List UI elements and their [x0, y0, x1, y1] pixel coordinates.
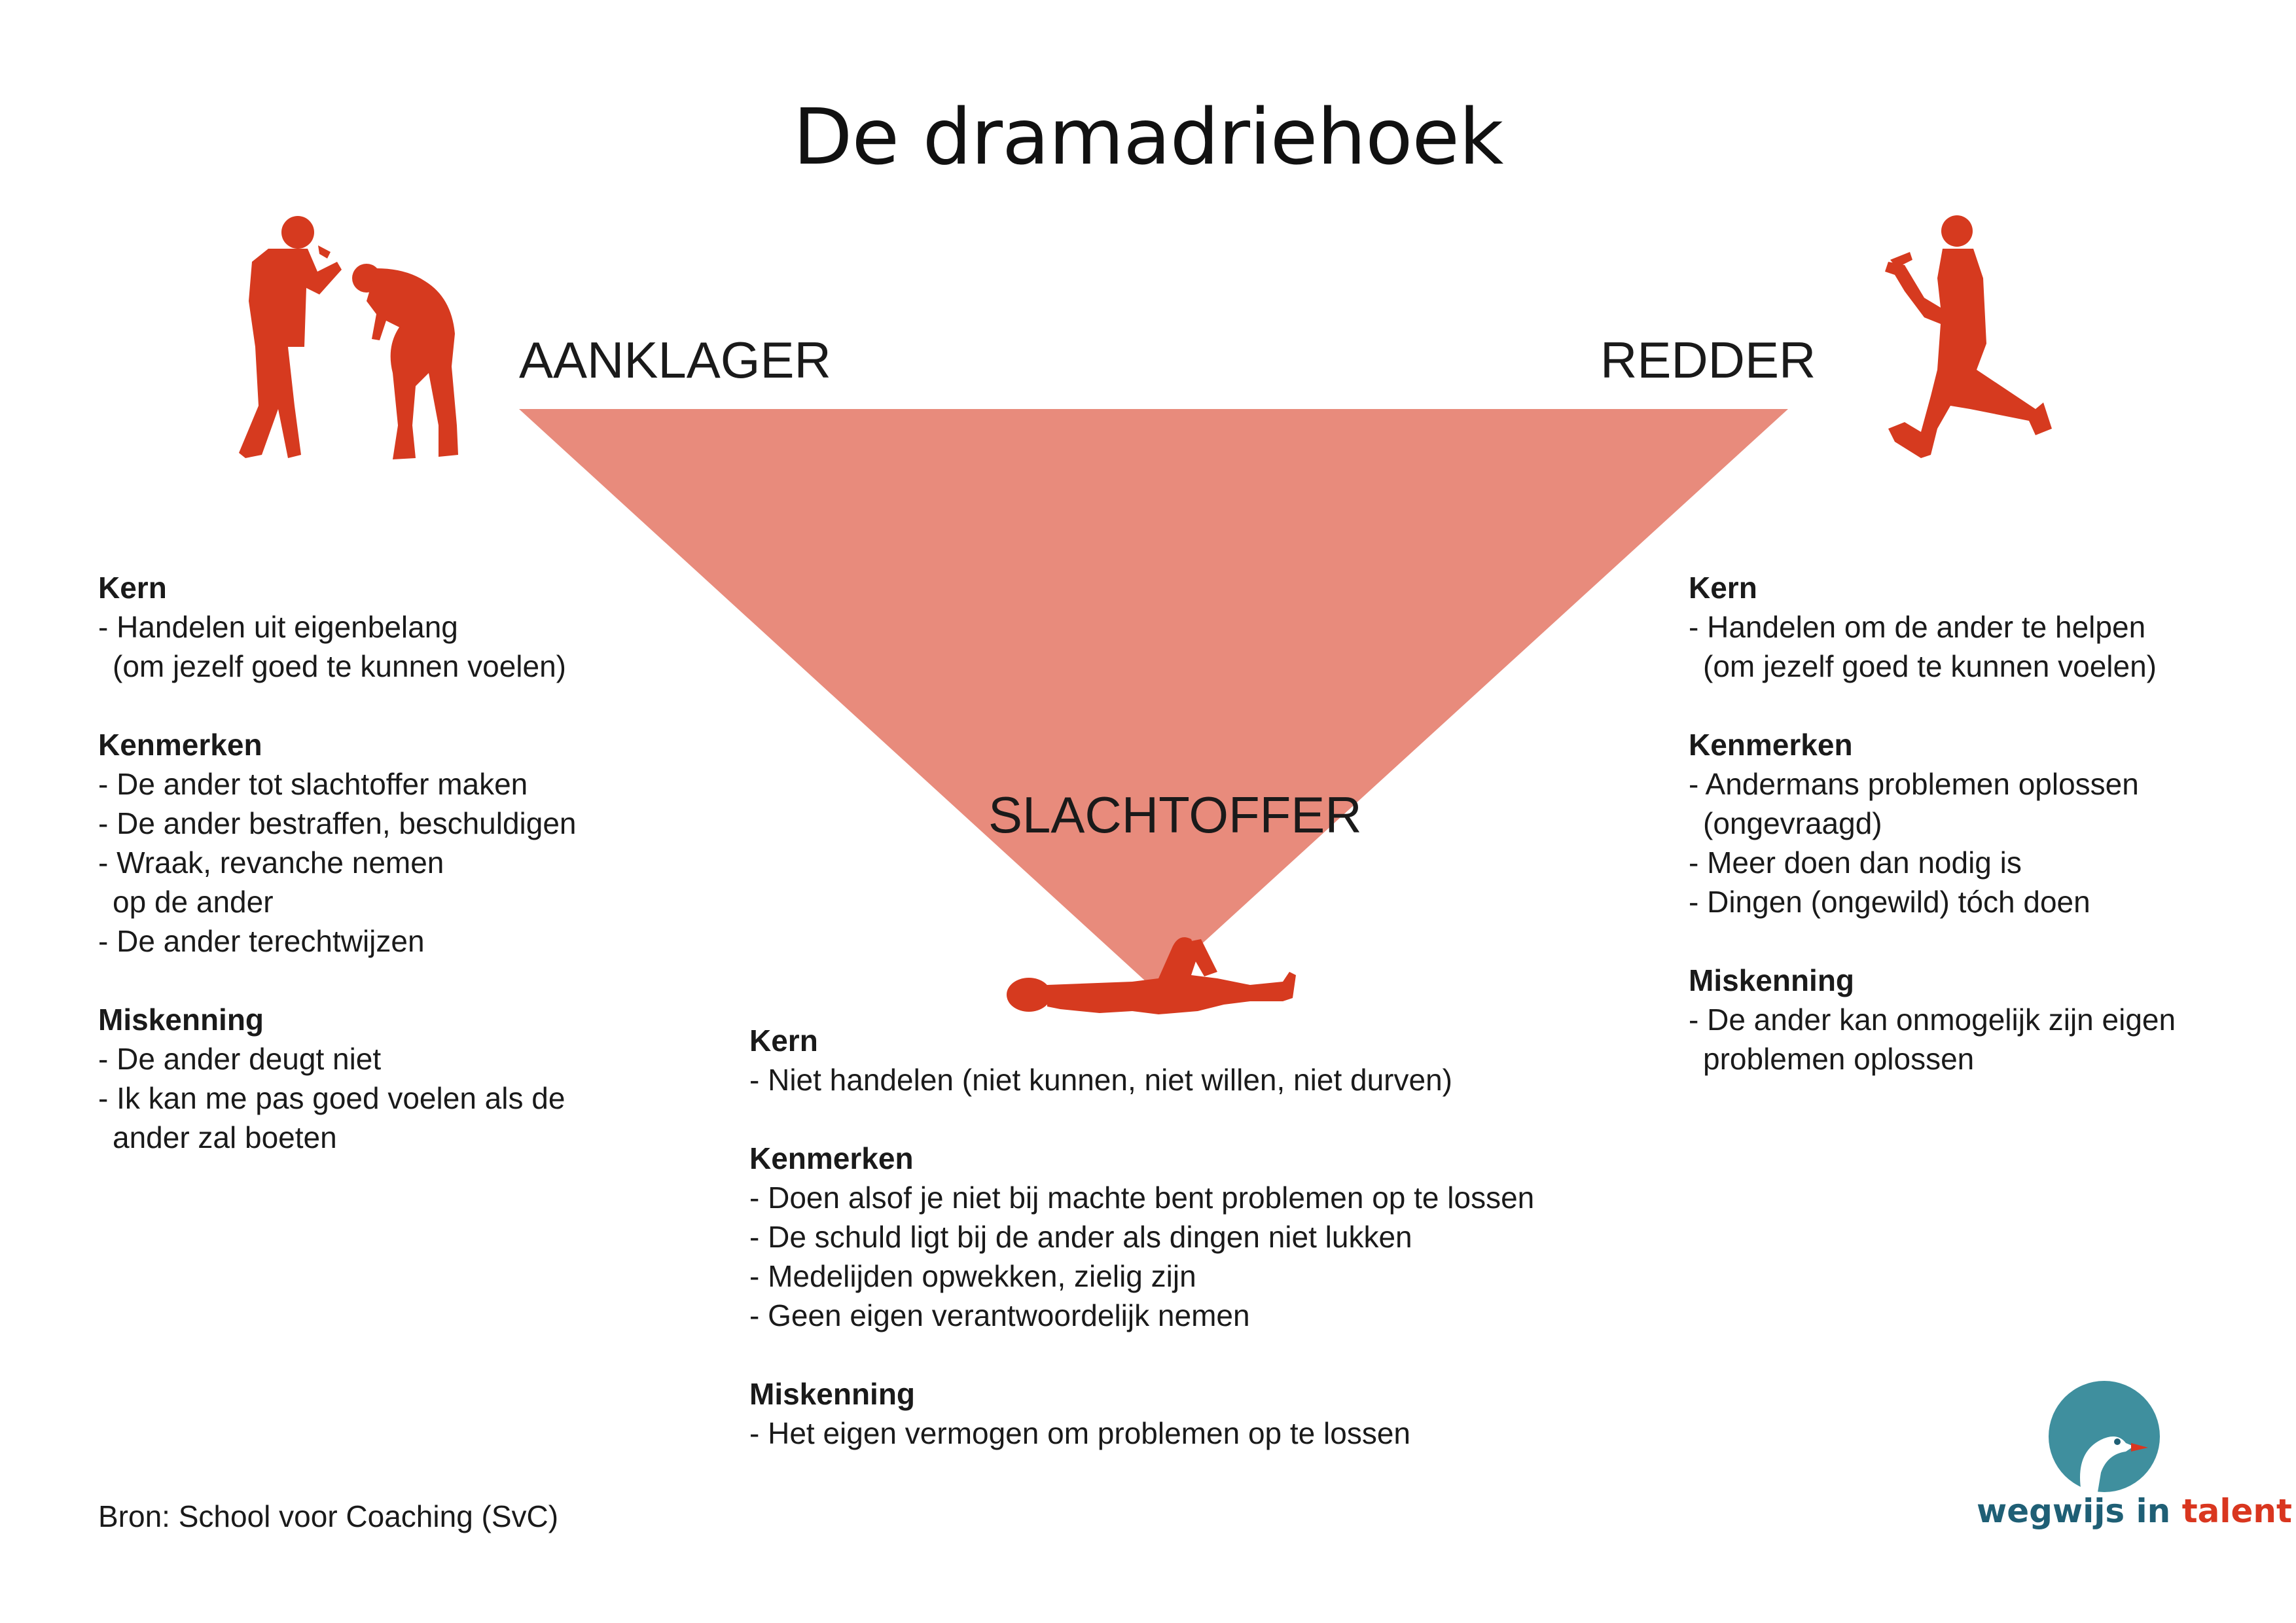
list-item: - Het eigen vermogen om problemen op te lossen: [749, 1416, 1411, 1450]
logo-word-in: in: [2136, 1492, 2171, 1530]
redder-kenmerken-heading: Kenmerken: [1689, 728, 1853, 762]
list-item: - Andermans problemen oplossen (ongevraagd): [1689, 767, 2139, 840]
role-label-redder: REDDER: [1600, 331, 1816, 389]
page-title: De dramadriehoek: [793, 92, 1503, 182]
logo-bird-icon: [1977, 1381, 2225, 1499]
role-label-aanklager: AANKLAGER: [519, 331, 831, 389]
source-credit: Bron: School voor Coaching (SvC): [98, 1499, 559, 1533]
list-item: - Niet handelen (niet kunnen, niet willen, niet durven): [749, 1063, 1452, 1097]
list-item: - De ander tot slachtoffer maken: [98, 767, 528, 801]
aanklager-figure: [190, 209, 491, 471]
list-item: - Ik kan me pas goed voelen als de ander zal boeten: [98, 1081, 565, 1154]
list-item: - Geen eigen verantwoordelijk nemen: [749, 1298, 1250, 1332]
redder-kenmerken-section: [1689, 725, 2265, 921]
list-item: - De ander deugt niet: [98, 1042, 382, 1076]
logo-word-wegwijs: wegwijs: [1977, 1492, 2125, 1530]
wegwijs-logo: [1977, 1381, 2292, 1551]
aanklager-kenmerken-heading: Kenmerken: [98, 728, 262, 762]
list-item: - Handelen uit eigenbelang (om jezelf goed te kunnen voelen): [98, 610, 566, 683]
role-label-slachtoffer: SLACHTOFFER: [988, 786, 1362, 844]
list-item: - Meer doen dan nodig is: [1689, 846, 2022, 880]
redder-description: [1689, 568, 2265, 1118]
triangle-shape: [519, 409, 1788, 988]
slachtoffer-figure: [1001, 929, 1309, 1027]
redder-figure: [1859, 213, 2055, 474]
slachtoffer-kern-heading: Kern: [749, 1024, 818, 1058]
logo-word-talent: talent: [2181, 1492, 2292, 1530]
list-item: - De ander terechtwijzen: [98, 924, 425, 958]
list-item: - Doen alsof je niet bij machte bent problemen op te lossen: [749, 1181, 1535, 1215]
slachtoffer-kern-section: [749, 1021, 1666, 1099]
redder-miskenning-section: [1689, 961, 2265, 1079]
list-item: - Medelijden opwekken, zielig zijn: [749, 1259, 1196, 1293]
list-item: - De schuld ligt bij de ander als dingen niet lukken: [749, 1220, 1412, 1254]
slachtoffer-description: [749, 1021, 1666, 1492]
logo-wordmark: [1977, 1492, 2292, 1530]
aanklager-kern-section: [98, 568, 674, 686]
aanklager-miskenning-section: [98, 1000, 674, 1157]
aanklager-kern-heading: Kern: [98, 571, 167, 605]
list-item: - Wraak, revanche nemen op de ander: [98, 846, 444, 919]
list-item: - Dingen (ongewild) tóch doen: [1689, 885, 2090, 919]
aanklager-kenmerken-section: [98, 725, 674, 961]
slachtoffer-kenmerken-section: [749, 1139, 1666, 1335]
redder-kern-heading: Kern: [1689, 571, 1757, 605]
redder-miskenning-heading: Miskenning: [1689, 963, 1855, 997]
list-item: - De ander kan onmogelijk zijn eigen problemen oplossen: [1689, 1003, 2176, 1076]
aanklager-miskenning-heading: Miskenning: [98, 1003, 264, 1037]
slachtoffer-kenmerken-heading: Kenmerken: [749, 1141, 914, 1175]
slachtoffer-miskenning-section: [749, 1374, 1666, 1453]
aanklager-description: [98, 568, 674, 1196]
list-item: - Handelen om de ander te helpen (om jezelf goed te kunnen voelen): [1689, 610, 2157, 683]
list-item: - De ander bestraffen, beschuldigen: [98, 806, 577, 840]
redder-kern-section: [1689, 568, 2265, 686]
slachtoffer-miskenning-heading: Miskenning: [749, 1377, 916, 1411]
